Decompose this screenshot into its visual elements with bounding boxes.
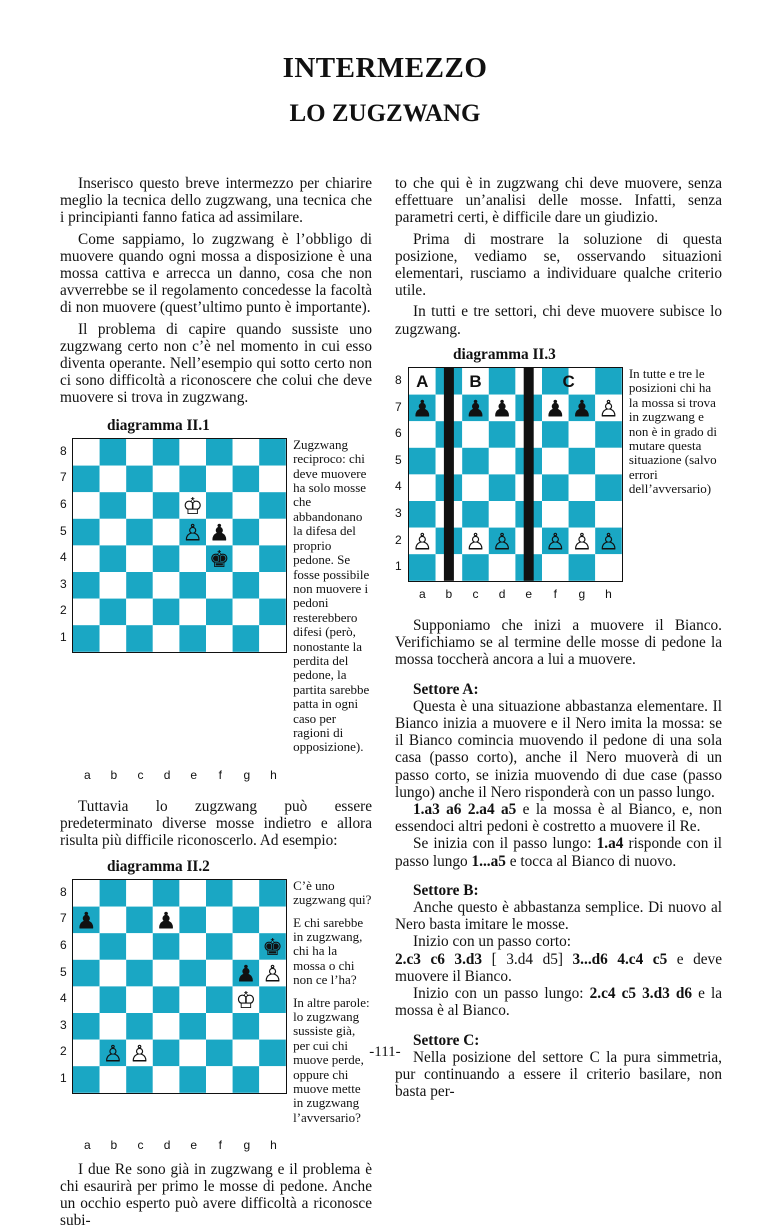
page-title: INTERMEZZO [0, 52, 770, 85]
file-label: c [462, 586, 489, 603]
file-label: d [489, 586, 516, 603]
black-pawn-icon: ♟ [76, 908, 97, 934]
board-square [489, 368, 516, 395]
white-pawn-icon: ♙ [129, 1041, 150, 1067]
board-square [100, 960, 127, 987]
white-pawn-icon: ♙ [545, 529, 566, 555]
board-square [233, 933, 260, 960]
diagram-ii-3 [395, 346, 722, 603]
board-square [409, 421, 436, 448]
board-square [409, 474, 436, 501]
board-square [489, 501, 516, 528]
board-square [100, 545, 127, 572]
board-svg [409, 368, 622, 581]
board-square [259, 1013, 286, 1040]
board-square [489, 421, 516, 448]
chessboard [72, 438, 287, 653]
diagram-ii-2 [60, 858, 372, 1155]
board-square [180, 545, 207, 572]
right-column [395, 175, 722, 1100]
rank-label: 2 [60, 1038, 72, 1065]
page-number: -111- [0, 1044, 770, 1061]
board-square [73, 880, 100, 907]
paragraph: Supponiamo che inizi a muovere il Bianco. Verifichiamo se al termine delle mosse di pedone la mossa toccherà ancora a lui a muovere. [395, 617, 722, 669]
file-label: c [127, 767, 154, 784]
paragraph: Prima di mostrare la soluzione di questa posizione, vediamo se, osservando situazioni elementari, rusciamo a individuare qualche criterio utile. [395, 231, 722, 300]
board-square [462, 554, 489, 581]
board-svg [73, 439, 286, 652]
file-label: a [74, 767, 101, 784]
board-square [153, 933, 180, 960]
board-square [462, 448, 489, 475]
board-square [595, 448, 622, 475]
board-square [259, 906, 286, 933]
rank-label: 5 [60, 959, 72, 986]
board-square [73, 465, 100, 492]
file-label: e [180, 767, 207, 784]
board-square [233, 492, 260, 519]
diagram-caption: Zugzwang reciproco: chi deve muovere ha solo mosse che abbandonano la difesa del proprio pedone. Se fosse possibile non muovere i pedoni resterebbero difesi (però, nonostante la perdita del pedone, la partita sarebbe patta in ogni caso per ragioni di opposizione). [293, 438, 372, 763]
board-square [489, 474, 516, 501]
board-square [206, 439, 233, 466]
board-square [100, 465, 127, 492]
board-square [462, 474, 489, 501]
rank-label: 1 [60, 1065, 72, 1092]
board-square [409, 501, 436, 528]
board-square [233, 625, 260, 652]
left-column [60, 175, 372, 1229]
rank-label: 6 [60, 491, 72, 518]
board-square [259, 465, 286, 492]
file-label: f [542, 586, 569, 603]
white-pawn-icon: ♙ [598, 529, 619, 555]
diagram-caption: C’è uno zugzwang qui? E chi sarebbe in zugzwang, chi ha la mossa o chi non ce l’ha? In altre parole: lo zugzwang sussiste già, per cui chi muove perde, oppure chi muove mette in zugzwang l’avversario? [293, 879, 372, 1134]
board-square [259, 880, 286, 907]
board-square [73, 625, 100, 652]
board-square [409, 554, 436, 581]
rank-label: 5 [60, 518, 72, 545]
black-pawn-icon: ♟ [545, 396, 566, 422]
board-square [100, 439, 127, 466]
board-square [489, 448, 516, 475]
board-square [153, 625, 180, 652]
rank-label: 2 [395, 527, 408, 554]
board-square [126, 625, 153, 652]
board-square [259, 572, 286, 599]
board-square [233, 906, 260, 933]
board-square [73, 572, 100, 599]
board-square [180, 1013, 207, 1040]
board-square [233, 1013, 260, 1040]
board-square [206, 960, 233, 987]
board-square [100, 519, 127, 546]
black-king-icon: ♚ [262, 935, 283, 961]
chessboard [408, 367, 623, 582]
board-square [126, 598, 153, 625]
board-square [259, 986, 286, 1013]
file-labels [74, 767, 372, 784]
board-square [569, 421, 596, 448]
board-square [233, 598, 260, 625]
diagram-ii-1 [60, 417, 372, 784]
board-square [233, 439, 260, 466]
white-pawn-icon: ♙ [492, 529, 513, 555]
board-square [569, 448, 596, 475]
board-square [206, 492, 233, 519]
board-square [153, 986, 180, 1013]
board-square [73, 933, 100, 960]
board-square [126, 1013, 153, 1040]
board-square [409, 448, 436, 475]
rank-label: 3 [395, 500, 408, 527]
paragraph: 1.a3 a6 2.a4 a5 e la mossa è al Bianco, e, non essendoci altri pedoni è costretto a muovere il Re. [395, 801, 722, 835]
white-pawn-icon: ♙ [103, 1041, 124, 1067]
board-square [180, 960, 207, 987]
board-square [206, 1013, 233, 1040]
diagram-caption: In tutte e tre le posizioni chi ha la mossa si trova in zugzwang e non è in grado di mutare questa situazione (salvo errori dell’avversario) [629, 367, 722, 505]
paragraph: Inizio con un passo lungo: 2.c4 c5 3.d3 d6 e la mossa è al Bianco. [395, 985, 722, 1019]
board-square [100, 1013, 127, 1040]
board-square [153, 960, 180, 987]
board-square [126, 492, 153, 519]
black-pawn-icon: ♟ [465, 396, 486, 422]
board-square [569, 554, 596, 581]
white-pawn-icon: ♙ [183, 520, 204, 546]
board-square [126, 906, 153, 933]
board-square [542, 501, 569, 528]
sector-divider [444, 368, 454, 581]
section-heading: Settore A: [395, 681, 722, 698]
board-square [73, 1013, 100, 1040]
white-pawn-icon: ♙ [598, 396, 619, 422]
paragraph: Come sappiamo, lo zugzwang è l’obbligo di muovere quando ogni mossa a disposizione è una mossa cattiva e arrecca un danno, cosa che non avverrebbe se il regolamento concedesse la facoltà di non muovere (quest’ultimo punto è importante). [60, 231, 372, 317]
paragraph: to che qui è in zugzwang chi deve muovere, senza effettuare un’analisi delle mosse. Infatti, senza parametri certi, è difficile dare un giudizio. [395, 175, 722, 227]
board-square [180, 933, 207, 960]
board-square [595, 501, 622, 528]
rank-label: 4 [60, 985, 72, 1012]
sector-divider [524, 368, 534, 581]
board-square [180, 598, 207, 625]
file-label: g [234, 767, 261, 784]
white-king-icon: ♔ [236, 988, 257, 1014]
rank-label: 8 [60, 879, 72, 906]
file-label: e [515, 586, 542, 603]
board-square [233, 519, 260, 546]
file-label: d [154, 767, 181, 784]
board-square [153, 519, 180, 546]
paragraph: Questa è una situazione abbastanza elementare. Il Bianco inizia a muovere e il Nero imita la mossa: se il Bianco comincia muovendo il pedone di una sola casa (passo corto), anche il Nero muoverà di un passo corto, se inizia muovendo di due case (passo lungo) anche il Nero risponderà con un passo lungo. [395, 698, 722, 801]
diagram-title: diagramma II.2 [60, 858, 372, 875]
board-square [100, 572, 127, 599]
board-square [206, 625, 233, 652]
file-label: f [207, 767, 234, 784]
file-label: h [260, 767, 287, 784]
sector-label: A [416, 372, 428, 391]
board-square [180, 439, 207, 466]
file-label: b [101, 1137, 128, 1154]
page-subtitle: LO ZUGZWANG [0, 100, 770, 128]
board-square [569, 501, 596, 528]
board-square [259, 439, 286, 466]
black-pawn-icon: ♟ [236, 961, 257, 987]
board-square [126, 572, 153, 599]
board-square [233, 572, 260, 599]
white-pawn-icon: ♙ [262, 961, 283, 987]
board-square [153, 598, 180, 625]
board-square [462, 501, 489, 528]
paragraph: Inizio con un passo corto: [395, 933, 722, 950]
file-label: a [74, 1137, 101, 1154]
board-square [73, 960, 100, 987]
board-square [100, 492, 127, 519]
board-square [126, 545, 153, 572]
board-square [126, 960, 153, 987]
black-pawn-icon: ♟ [572, 396, 593, 422]
rank-label: 1 [395, 553, 408, 580]
board-square [153, 572, 180, 599]
board-square [233, 880, 260, 907]
board-square [126, 519, 153, 546]
board-square [595, 368, 622, 395]
board-square [595, 474, 622, 501]
paragraph: Inserisco questo breve intermezzo per chiarire meglio la tecnica dello zugzwang, una tecnica che i principianti fanno fatica ad assimilare. [60, 175, 372, 227]
rank-label: 4 [395, 473, 408, 500]
board-square [259, 492, 286, 519]
board-square [73, 439, 100, 466]
file-label: h [260, 1137, 287, 1154]
file-label: c [127, 1137, 154, 1154]
board-square [153, 545, 180, 572]
board-square [462, 421, 489, 448]
rank-label: 7 [60, 464, 72, 491]
board-square [180, 465, 207, 492]
board-square [259, 519, 286, 546]
rank-label: 6 [395, 420, 408, 447]
sector-label: C [563, 372, 575, 391]
black-pawn-icon: ♟ [156, 908, 177, 934]
board-square [153, 465, 180, 492]
file-label: a [409, 586, 436, 603]
board-square [542, 448, 569, 475]
black-pawn-icon: ♟ [492, 396, 513, 422]
board-square [233, 545, 260, 572]
paragraph: Il problema di capire quando sussiste uno zugzwang certo non c’è nel momento in cui esso diventa operante. Nell’esempio qui sotto certo non ci sono difficoltà a riconoscere che colui che deve muovere si trova in zugzwang. [60, 321, 372, 407]
section-heading: Settore C: [395, 1032, 722, 1049]
file-label: h [595, 586, 622, 603]
board-square [100, 933, 127, 960]
board-square [126, 465, 153, 492]
diagram-title: diagramma II.3 [395, 346, 722, 363]
board-square [180, 906, 207, 933]
board-square [489, 554, 516, 581]
board-square [542, 421, 569, 448]
board-square [233, 465, 260, 492]
rank-label: 7 [395, 394, 408, 421]
board-square [180, 880, 207, 907]
paragraph: In tutti e tre settori, chi deve muovere subisce lo zugzwang. [395, 303, 722, 337]
file-label: g [234, 1137, 261, 1154]
board-square [73, 986, 100, 1013]
board-square [542, 554, 569, 581]
board-square [569, 474, 596, 501]
chessboard [72, 879, 287, 1094]
board-square [126, 880, 153, 907]
section-heading: Settore B: [395, 882, 722, 899]
rank-label: 7 [60, 905, 72, 932]
rank-label: 6 [60, 932, 72, 959]
rank-label: 4 [60, 544, 72, 571]
rank-label: 1 [60, 624, 72, 651]
board-square [206, 880, 233, 907]
board-square [180, 625, 207, 652]
rank-label: 3 [60, 1012, 72, 1039]
diagram-title: diagramma II.1 [60, 417, 372, 434]
board-square [153, 492, 180, 519]
white-pawn-icon: ♙ [465, 529, 486, 555]
paragraph: Anche questo è abbastanza semplice. Di nuovo al Nero basta imitare le mosse. [395, 899, 722, 933]
board-square [595, 421, 622, 448]
board-square [206, 933, 233, 960]
board-square [206, 572, 233, 599]
board-square [73, 545, 100, 572]
board-square [259, 545, 286, 572]
board-square [153, 1013, 180, 1040]
rank-label: 8 [395, 367, 408, 394]
board-square [180, 986, 207, 1013]
rank-label: 3 [60, 571, 72, 598]
board-square [126, 439, 153, 466]
board-square [73, 519, 100, 546]
board-square [126, 986, 153, 1013]
file-label: b [436, 586, 463, 603]
black-pawn-icon: ♟ [412, 396, 433, 422]
file-label: g [569, 586, 596, 603]
paragraph: 2.c3 c6 3.d3 [ 3.d4 d5] 3...d6 4.c4 c5 e deve muovere il Bianco. [395, 951, 722, 985]
paragraph: Nella posizione del settore C la pura simmetria, pur continuando a essere il criterio basilare, non basta per- [395, 1049, 722, 1101]
paragraph: I due Re sono già in zugzwang e il problema è chi esaurirà per primo le mosse di pedone. Anche un occhio esperto può avere difficoltà a riconosce subi- [60, 1161, 372, 1229]
white-pawn-icon: ♙ [412, 529, 433, 555]
white-king-icon: ♔ [183, 494, 204, 520]
file-labels [409, 586, 722, 603]
board-square [100, 880, 127, 907]
board-square [73, 598, 100, 625]
board-square [206, 465, 233, 492]
black-pawn-icon: ♟ [209, 520, 230, 546]
board-square [206, 986, 233, 1013]
board-square [100, 625, 127, 652]
rank-label: 8 [60, 438, 72, 465]
board-square [259, 598, 286, 625]
file-label: f [207, 1137, 234, 1154]
sector-label: B [469, 372, 481, 391]
board-square [126, 933, 153, 960]
file-labels [74, 1137, 372, 1154]
rank-labels [395, 367, 408, 580]
board-square [153, 439, 180, 466]
board-square [542, 474, 569, 501]
board-square [259, 625, 286, 652]
board-square [100, 598, 127, 625]
board-square [180, 572, 207, 599]
paragraph: Tuttavia lo zugzwang può essere predeterminato diverse mosse indietro e allora risulta più difficile riconoscerlo. Ad esempio: [60, 798, 372, 850]
board-square [73, 492, 100, 519]
rank-labels [60, 438, 72, 651]
paragraph: Se inizia con il passo lungo: 1.a4 risponde con il passo lungo 1...a5 e tocca al Bianco di nuovo. [395, 835, 722, 869]
file-label: e [180, 1137, 207, 1154]
board-square [100, 986, 127, 1013]
rank-label: 5 [395, 447, 408, 474]
board-square [153, 880, 180, 907]
black-king-icon: ♚ [209, 547, 230, 573]
board-square [100, 906, 127, 933]
white-pawn-icon: ♙ [572, 529, 593, 555]
file-label: b [101, 767, 128, 784]
rank-label: 2 [60, 597, 72, 624]
file-label: d [154, 1137, 181, 1154]
board-square [206, 906, 233, 933]
board-square [206, 598, 233, 625]
board-square [595, 554, 622, 581]
